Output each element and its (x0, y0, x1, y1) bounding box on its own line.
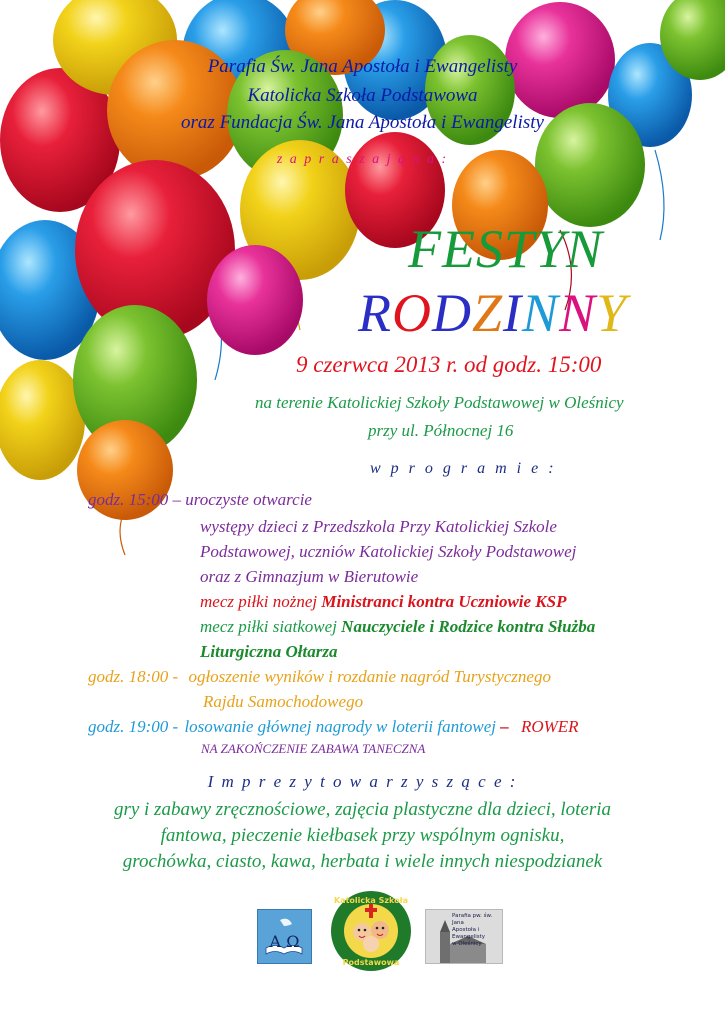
program-item-1800 (88, 667, 551, 687)
title-letter: I (503, 283, 523, 343)
program-line: Podstawowej, uczniów Katolickiej Szkoły Podstawowej (200, 542, 577, 561)
parish-logo-text (452, 913, 502, 948)
title-rodzinny (358, 282, 627, 344)
extras-heading: I m p r e z y t o w a r z y s z ą c e : (207, 772, 518, 791)
program-volleyball (200, 617, 595, 637)
volleyball-label: mecz piłki siatkowej (200, 617, 342, 636)
awards-text: ogłoszenie wyników i rozdanie nagród Turystycznego (188, 667, 551, 686)
time-1500: godz. 15:00 (88, 490, 169, 509)
extras-line2: fantowa, pieczenie kiełbasek przy wspólnym ognisku, (160, 825, 565, 846)
header-school: Katolicka Szkoła Podstawowa (247, 85, 478, 106)
program-line: oraz z Gimnazjum w Bierutowie (200, 567, 419, 586)
opening-text: – uroczyste otwarcie (168, 490, 312, 509)
alpha-omega-logo (257, 909, 312, 964)
event-date: 9 czerwca 2013 r. od godz. 15:00 (296, 352, 602, 377)
event-place-line2: przy ul. Północnej 16 (368, 421, 514, 440)
title-letter: N (559, 283, 597, 343)
title-letter: N (522, 283, 560, 343)
time-1900: godz. 19:00 - (88, 717, 179, 736)
title-letter: Y (596, 283, 628, 343)
extras-line1: gry i zabawy zręcznościowe, zajęcia plastyczne dla dzieci, loteria (113, 799, 612, 820)
header-foundation: oraz Fundacja Św. Jana Apostoła i Ewangelisty (181, 112, 544, 133)
event-place-line1: na terenie Katolickiej Szkoły Podstawowej w Oleśnicy (255, 393, 624, 412)
program-heading: w p r o g r a m i e : (370, 460, 557, 477)
parish-line1: Parafia pw. św. Jana (452, 913, 493, 926)
title-festyn: FESTYN (408, 219, 604, 279)
volleyball-teams-cont: Liturgiczna Ołtarza (200, 642, 338, 661)
header-parish: Parafia Św. Jana Apostoła i Ewangelisty (207, 56, 518, 77)
time-1800: godz. 18:00 - (88, 667, 179, 686)
extras-line3: grochówka, ciasto, kawa, herbata i wiele innych niespodzianek (122, 851, 603, 872)
title-letter: R (358, 283, 392, 343)
title-letter: D (432, 283, 472, 343)
football-teams: Ministranci kontra Uczniowie KSP (321, 592, 567, 611)
school-logo-top-text: Katolicka Szkoła (333, 896, 409, 905)
parish-logo (425, 909, 503, 964)
prize-text: ROWER (520, 717, 579, 736)
school-logo-bottom-text: Podstawowa (342, 958, 400, 967)
parish-line3: w Oleśnicy (452, 941, 482, 947)
title-letter: Z (472, 283, 504, 343)
lottery-dash: – (495, 717, 509, 736)
volleyball-teams: Nauczyciele i Rodzice kontra Służba (341, 617, 596, 636)
program-item-1500 (88, 490, 312, 510)
program-item-1900 (88, 717, 579, 737)
title-letter: O (392, 283, 432, 343)
alpha-omega-text: Α Ω (269, 932, 300, 951)
school-logo (330, 890, 412, 972)
lottery-text: losowanie głównej nagrody w loterii fantowej (180, 717, 496, 736)
football-label: mecz piłki nożnej (200, 592, 322, 611)
program-line: występy dzieci z Przedszkola Przy Katolickiej Szkole (200, 517, 557, 536)
awards-text-cont: Rajdu Samochodowego (203, 692, 364, 711)
parish-line2: Apostoła i Ewangelisty (452, 927, 486, 940)
invite-text: z a p r a s z a j ą n a : (276, 152, 449, 167)
program-football (200, 592, 566, 612)
closing-dance: NA ZAKOŃCZENIE ZABAWA TANECZNA (201, 741, 426, 756)
